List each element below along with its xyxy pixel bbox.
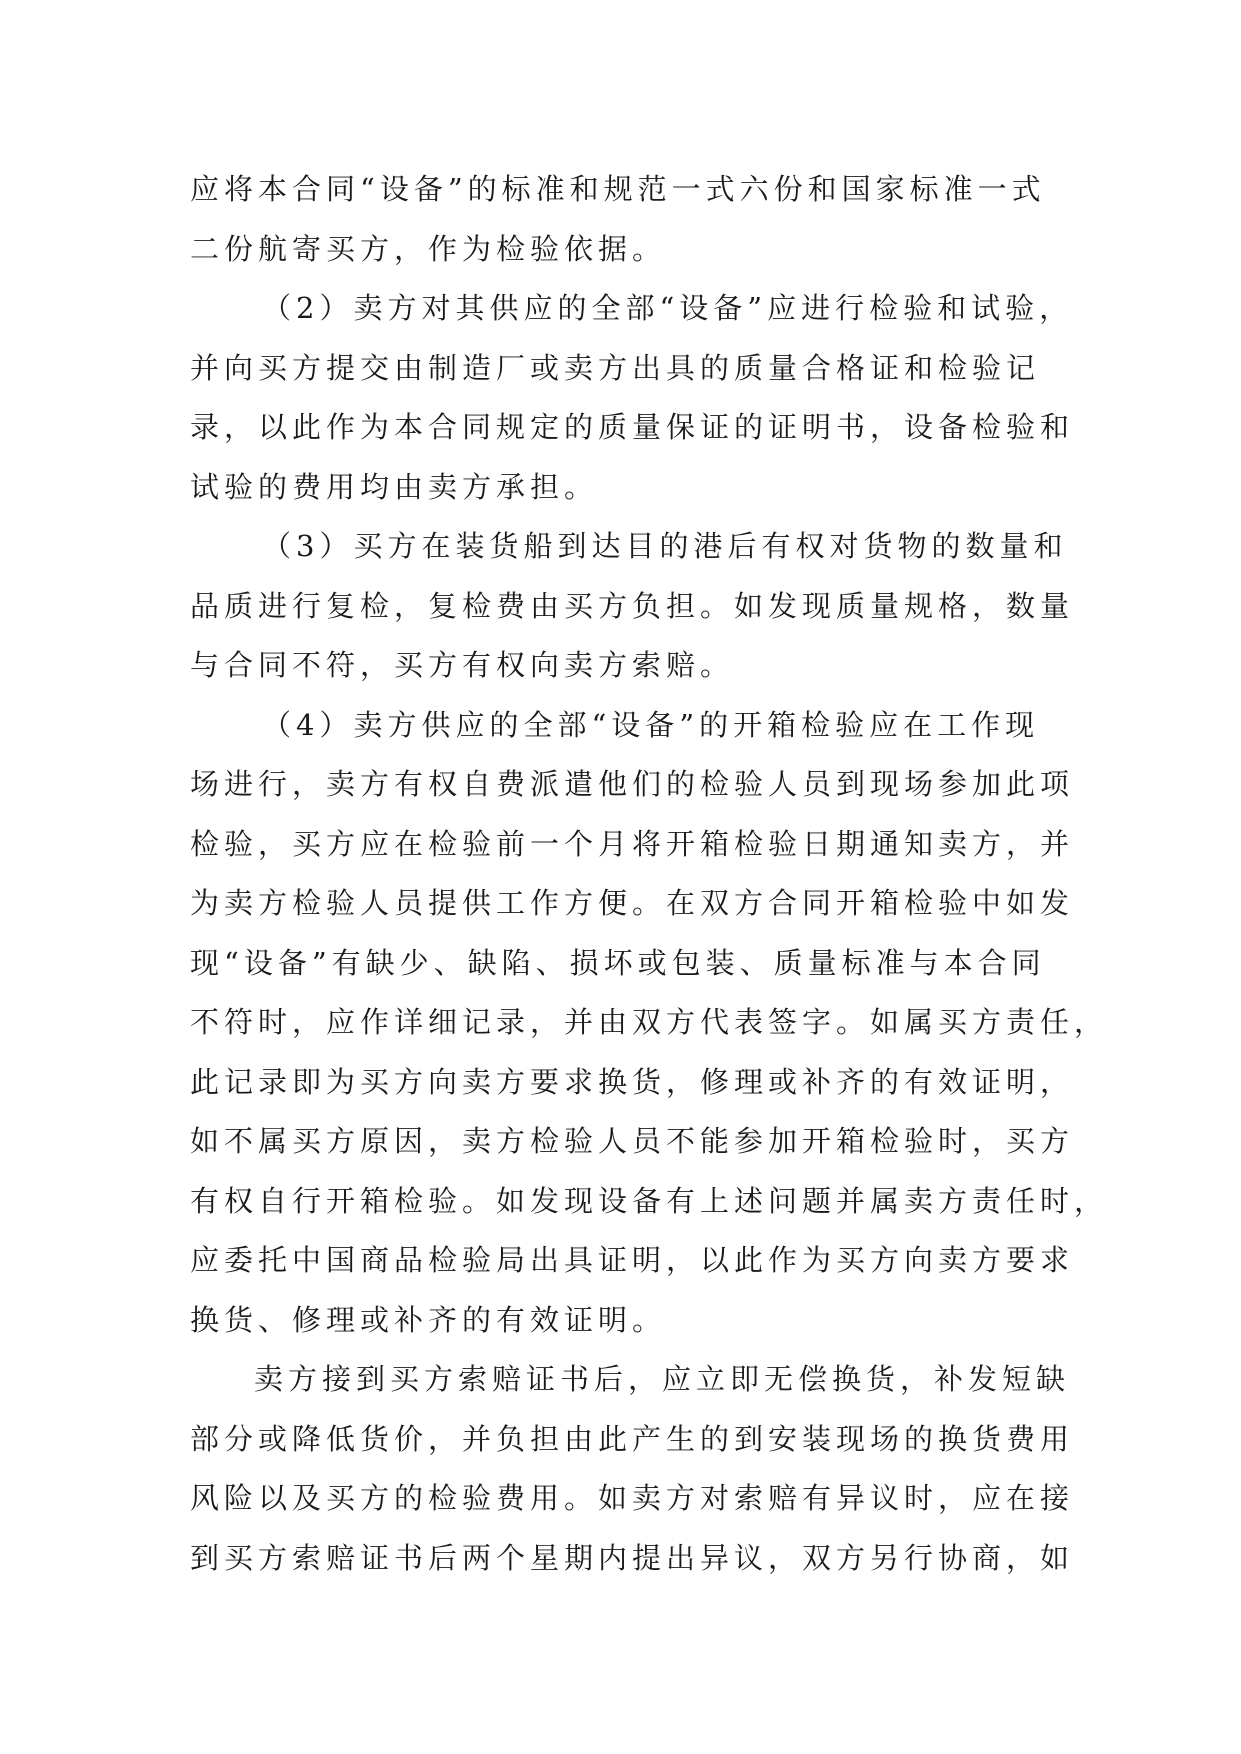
text-line: 部分或降低货价，并负担由此产生的到安装现场的换货费用 <box>190 1421 1075 1456</box>
text-line: 并向买方提交由制造厂或卖方出具的质量合格证和检验记 <box>190 350 1041 385</box>
text-line: 试验的费用均由卖方承担。 <box>190 469 599 504</box>
text-line: 风险以及买方的检验费用。如卖方对索赔有异议时，应在接 <box>190 1481 1075 1515</box>
paragraph-clause-2 <box>190 279 1075 517</box>
text-line: 录，以此作为本合同规定的质量保证的证明书，设备检验和 <box>190 410 1075 444</box>
text-line: 为卖方检验人员提供工作方便。在双方合同开箱检验中如发 <box>190 886 1075 920</box>
paragraph-clause-3 <box>190 517 1075 696</box>
text-line: （3）买方在装货船到达目的港后有权对货物的数量和 <box>262 529 1068 563</box>
text-line: 品质进行复检，复检费由买方负担。如发现质量规格，数量 <box>190 588 1075 623</box>
text-line: 不符时，应作详细记录，并由双方代表签字。如属买方责任， <box>190 1005 1109 1039</box>
text-line: 现“设备”有缺少、缺陷、损坏或包装、质量标准与本合同 <box>190 945 1046 980</box>
text-line: 二份航寄买方，作为检验依据。 <box>190 231 667 266</box>
paragraph-clause-4 <box>190 696 1109 1351</box>
text-line: 换货、修理或补齐的有效证明。 <box>190 1302 667 1337</box>
text-line: （2）卖方对其供应的全部“设备”应进行检验和试验， <box>262 291 1074 325</box>
text-line: 此记录即为买方向卖方要求换货，修理或补齐的有效证明， <box>190 1064 1075 1099</box>
text-line: 有权自行开箱检验。如发现设备有上述问题并属卖方责任时， <box>190 1183 1109 1218</box>
text-line: 应委托中国商品检验局出具证明，以此作为买方向卖方要求 <box>190 1243 1075 1277</box>
contract-text-body <box>190 160 1109 1588</box>
text-line: 卖方接到买方索赔证书后，应立即无偿换货，补发短缺 <box>254 1362 1071 1396</box>
text-line: 如不属买方原因，卖方检验人员不能参加开箱检验时，买方 <box>190 1124 1075 1158</box>
paragraph-standards-copies <box>190 160 1060 279</box>
text-line: （4）卖方供应的全部“设备”的开箱检验应在工作现 <box>262 707 1040 742</box>
paragraph-claim-settlement <box>190 1350 1075 1588</box>
text-line: 到买方索赔证书后两个星期内提出异议，双方另行协商，如 <box>190 1540 1075 1575</box>
text-line: 应将本合同“设备”的标准和规范一式六份和国家标准一式 <box>190 172 1046 206</box>
text-line: 检验，买方应在检验前一个月将开箱检验日期通知卖方，并 <box>190 826 1075 861</box>
text-line: 与合同不符，买方有权向卖方索赔。 <box>190 648 735 682</box>
text-line: 场进行，卖方有权自费派遣他们的检验人员到现场参加此项 <box>190 767 1075 801</box>
